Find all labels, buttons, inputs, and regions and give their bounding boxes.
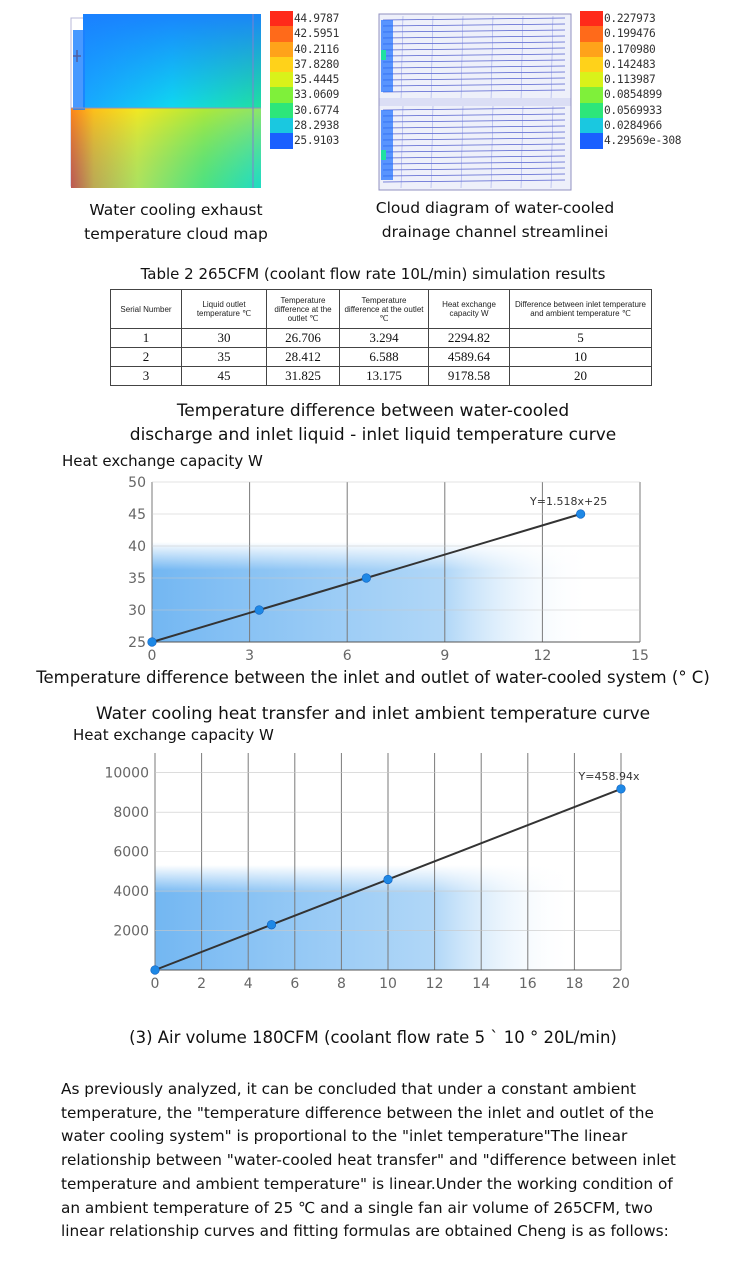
x-tick-label: 18 (565, 976, 584, 992)
table-cell: 28.412 (267, 348, 340, 367)
legend-swatch (270, 72, 293, 87)
table-row (111, 348, 652, 367)
legend-swatch (580, 72, 603, 87)
table-header-row (111, 290, 652, 329)
legend-value: 0.113987 (604, 73, 656, 87)
data-point (148, 638, 157, 647)
legend-value: 0.0284966 (604, 119, 662, 133)
data-point (267, 920, 276, 929)
legend-swatch (270, 87, 293, 102)
legend-swatch (270, 118, 293, 133)
x-tick-label: 14 (472, 976, 491, 992)
legend-value: 30.6774 (294, 103, 340, 117)
table-cell: 26.706 (267, 329, 340, 348)
table-cell: 6.588 (340, 348, 429, 367)
simulation-results-table (110, 289, 652, 386)
x-tick-label: 3 (245, 648, 255, 664)
table-row (111, 367, 652, 386)
legend-value: 0.199476 (604, 27, 656, 41)
table-cell: 2294.82 (429, 329, 510, 348)
legend-value: 25.9103 (294, 134, 340, 148)
chart1-title-line2: discharge and inlet liquid - inlet liquid temperature curve (129, 425, 617, 445)
x-tick-label: 4 (243, 976, 253, 992)
legend-value: 35.4445 (294, 73, 340, 87)
chart2-plot (90, 745, 650, 995)
column-header: Heat exchange capacity W (429, 290, 510, 329)
y-tick-label: 8000 (113, 805, 149, 822)
legend-swatch (270, 103, 293, 118)
chart2-y-axis-title: Heat exchange capacity W (73, 726, 274, 744)
legend-value: 28.2938 (294, 119, 340, 133)
legend-value: 0.170980 (604, 42, 656, 56)
data-point (576, 510, 585, 519)
column-header: Serial Number (111, 290, 182, 329)
legend-value: 0.0854899 (604, 88, 662, 102)
x-tick-label: 15 (631, 648, 649, 664)
data-point (151, 966, 160, 975)
table-title: Table 2 265CFM (coolant flow rate 10L/min) simulation results (140, 265, 606, 283)
x-tick-label: 12 (425, 976, 444, 992)
fit-formula-label: Y=1.518x+25 (530, 495, 608, 508)
table-cell: 10 (510, 348, 652, 367)
chart1-x-axis-title: Temperature difference between the inlet and outlet of water-cooled system (° C) (36, 668, 710, 687)
body-paragraph: As previously analyzed, it can be concluded that under a constant ambient temperature, the "temperature difference between the inlet and outlet of the water cooling system" is proportional to the "inlet temperature"The linear relationship between "water-cooled heat transfer" and "difference between inlet temperature and ambient temperature" is linear.Under the working condition of an ambient temperature of 25 ℃ and a single fan air volume of 265CFM, two linear relationship curves and fitting formulas are obtained Cheng is as follows: (61, 1080, 676, 1241)
caption-line: temperature cloud map (84, 225, 268, 243)
right-figure-caption (350, 196, 640, 244)
column-header: Temperature difference at the outlet ℃ (340, 290, 429, 329)
legend-swatch (580, 57, 603, 72)
y-tick-label: 30 (128, 603, 146, 619)
chart2-title: Water cooling heat transfer and inlet ambient temperature curve (95, 704, 651, 724)
legend-value: 40.2116 (294, 42, 340, 56)
caption-line: Water cooling exhaust (89, 201, 263, 219)
y-tick-label: 50 (128, 475, 146, 491)
table-cell: 3 (111, 367, 182, 386)
y-tick-label: 2000 (113, 923, 149, 940)
table-cell: 9178.58 (429, 367, 510, 386)
x-tick-label: 8 (336, 976, 346, 992)
x-tick-label: 6 (290, 976, 300, 992)
section-heading: (3) Air volume 180CFM (coolant flow rate 5 ` 10 ° 20L/min) (129, 1028, 617, 1047)
table-cell: 1 (111, 329, 182, 348)
x-tick-label: 20 (612, 976, 630, 992)
legend-value: 44.9787 (294, 12, 340, 25)
data-point (617, 785, 626, 794)
x-tick-label: 12 (533, 648, 552, 664)
y-tick-label: 45 (128, 507, 146, 523)
exhaust-temperature-cloud-map (63, 10, 267, 193)
table-cell: 45 (182, 367, 267, 386)
x-tick-label: 0 (147, 648, 157, 664)
table-cell: 2 (111, 348, 182, 367)
legend-swatch (580, 11, 603, 26)
left-figure-caption (60, 198, 292, 246)
y-tick-label: 25 (128, 635, 146, 651)
y-tick-label: 40 (128, 539, 146, 555)
legend-swatch (580, 26, 603, 41)
legend-swatch (270, 133, 293, 148)
legend-value: 37.8280 (294, 57, 340, 71)
fit-formula-label: Y=458.94x (578, 769, 640, 783)
column-header: Temperature difference at the outlet ℃ (267, 290, 340, 329)
legend-value: 0.227973 (604, 12, 656, 25)
right-legend (580, 11, 681, 149)
table-cell: 5 (510, 329, 652, 348)
caption-line: Cloud diagram of water-cooled (375, 199, 615, 217)
drainage-channel-streamline-diagram (373, 10, 577, 193)
x-tick-label: 6 (342, 648, 352, 664)
legend-swatch (580, 42, 603, 57)
y-tick-label: 4000 (113, 884, 149, 901)
x-tick-label: 10 (379, 976, 397, 992)
legend-value: 0.142483 (604, 57, 656, 71)
table-cell: 31.825 (267, 367, 340, 386)
table-cell: 20 (510, 367, 652, 386)
x-tick-label: 2 (197, 976, 207, 992)
table-row (111, 329, 652, 348)
table-cell: 30 (182, 329, 267, 348)
table-cell: 4589.64 (429, 348, 510, 367)
chart1-y-axis-title: Heat exchange capacity W (62, 452, 263, 470)
legend-value: 33.0609 (294, 88, 340, 102)
chart1-plot (100, 470, 660, 670)
column-header: Difference between inlet temperature and ambient temperature ℃ (510, 290, 652, 329)
column-header: Liquid outlet temperature ℃ (182, 290, 267, 329)
legend-value: 0.0569933 (604, 103, 662, 117)
legend-swatch (580, 133, 603, 148)
legend-swatch (270, 11, 293, 26)
caption-line: drainage channel streamlinei (381, 223, 609, 241)
legend-value: 4.29569e-308 (604, 134, 682, 148)
legend-swatch (270, 57, 293, 72)
legend-swatch (270, 26, 293, 41)
legend-swatch (270, 42, 293, 57)
x-tick-label: 16 (518, 976, 537, 992)
legend-value: 42.5951 (294, 27, 340, 41)
legend-swatch (580, 118, 603, 133)
legend-swatch (580, 103, 603, 118)
table-cell: 35 (182, 348, 267, 367)
chart1-title-line1: Temperature difference between water-cooled (176, 401, 570, 421)
y-tick-label: 10000 (104, 765, 149, 782)
data-point (384, 875, 393, 884)
y-tick-label: 35 (128, 571, 146, 587)
x-tick-label: 9 (440, 648, 450, 664)
data-point (255, 606, 264, 615)
x-tick-label: 0 (150, 976, 160, 992)
y-tick-label: 6000 (113, 844, 149, 861)
data-point (362, 574, 371, 583)
legend-swatch (580, 87, 603, 102)
table-cell: 13.175 (340, 367, 429, 386)
table-cell: 3.294 (340, 329, 429, 348)
left-legend (270, 11, 339, 149)
